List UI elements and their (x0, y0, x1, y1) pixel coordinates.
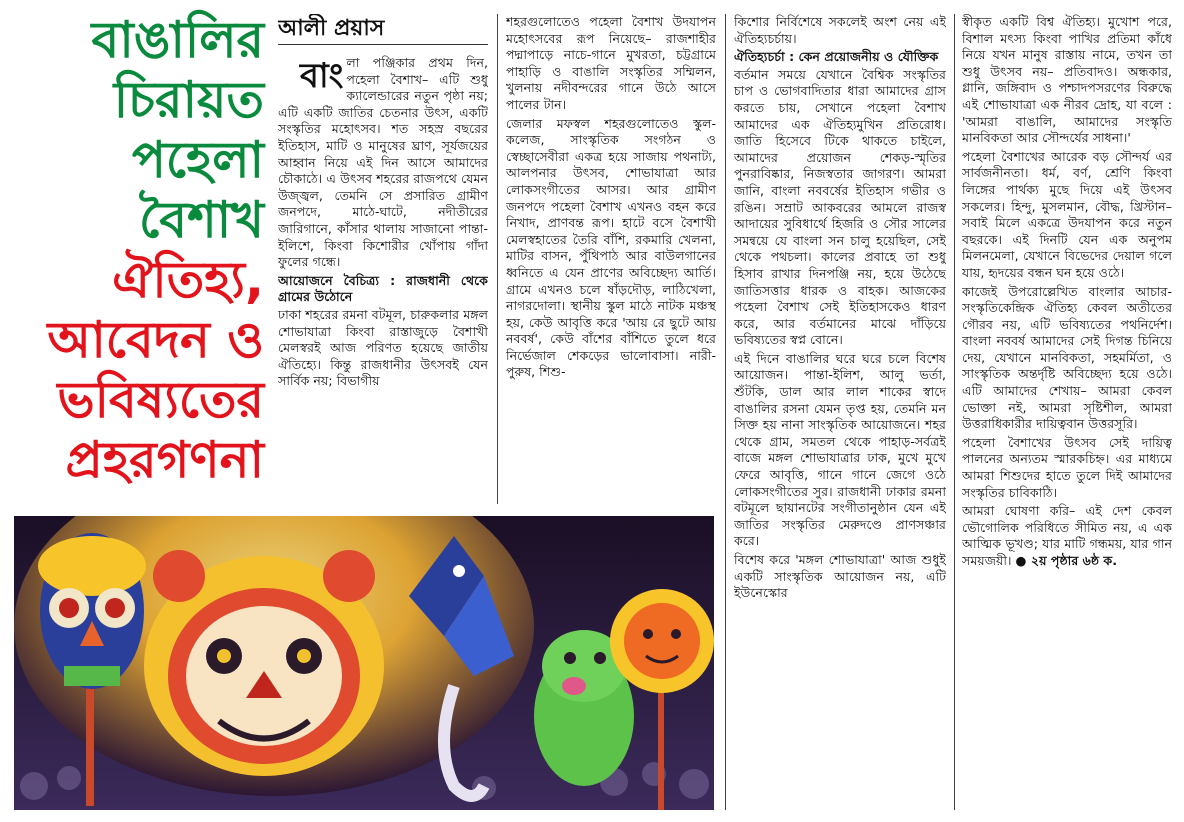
subheading: আয়োজনে বৈচিত্র্য : রাজধানী থেকে গ্রামের উঠোনে (278, 272, 488, 305)
column-divider (954, 14, 955, 810)
paragraph: স্বীকৃত একটি বিশ্ব ঐতিহ্য। মুখোশ পরে, বিশাল মৎস্য কিংবা পাখির প্রতিমা কাঁধে নিয়ে যখন মানুষ রাস্তায় নামে, তখন তা শুধু উৎসব নয়– প্রতিবাদও। অন্ধকার, গ্লানি, জঙ্গিবাদ ও পশ্চাদপসরণের বিরুদ্ধে এই শোভাযাত্রা এক নীরব দ্রোহ, যা বলে : 'আমরা বাঙালি, আমাদের সংস্কৃতি মানবিকতা আর সৌন্দর্যের সাধনা।' (962, 14, 1172, 146)
continued-reference: ● ২য় পৃষ্ঠার ৬ষ্ঠ ক. (1015, 553, 1118, 568)
drop-cap: বাং (300, 56, 344, 96)
paragraph: পহেলা বৈশাখের উৎসব সেই দায়িত্ব পালনের অন্যতম স্মারকচিহ্ন। এর মাধ্যমে আমরা শিশুদের হাতে তুলে দিই আমাদের সংস্কৃতির চাবিকাঠি। (962, 434, 1172, 500)
paragraph: কিশোর নির্বিশেষে সকলেই অংশ নেয় এই ঐতিহ্যচর্চায়। (734, 14, 946, 46)
paragraph: পহেলা বৈশাখের আরেক বড় সৌন্দর্য এর সার্বজনীনতা। ধর্ম, বর্ণ, শ্রেণি কিংবা লিঙ্গের পার্থক্য মুছে দিয়ে এই উৎসব সকলের। হিন্দু, মুসলমান, বৌদ্ধ, খ্রিস্টান– সবাই মিলে একত্রে উদযাপন করে নতুন বছরকে। এই দিনটি যেন এক অনুপম মিলনমেলা, যেখানে বিভেদের দেয়াল গলে যায়, হৃদয়ের বন্ধন ঘন হয়ে ওঠে। (962, 148, 1172, 280)
column-divider (497, 14, 498, 504)
article-column-1 (278, 14, 488, 504)
headline-line: ঐতিহ্য, (112, 251, 264, 309)
paragraph: বিশেষ করে 'মঙ্গল শোভাযাত্রা' আজ শুধুই একটি সাংস্কৃতিক আয়োজন নয়, এটি ইউনেস্কোর (734, 552, 946, 601)
paragraph: এই দিনে বাঙালির ঘরে ঘরে চলে বিশেষ আয়োজন। পান্তা-ইলিশ, আলু ভর্তা, শুঁটকি, ডাল আর লাল শাকের স্বাদে বাঙালির রসনা যেমন তৃপ্ত হয়, তেমনি মন সিক্ত হয় নানা সাংস্কৃতিক আয়োজনে। শহর থেকে গ্রাম, সমতল থেকে পাহাড়-সর্বত্রই বাজে মঙ্গল শোভাযাত্রার ঢাক, মুখে মুখে ফেরে আবৃত্তি, গানে গানে জেগে ওঠে লোকসংগীতের সুর। রাজধানী ঢাকার রমনা বটমূলে ছায়ানটের সংগীতানুষ্ঠান যেন এই জাতির সংস্কৃতির মেরুদণ্ডে প্রাণসঞ্চার করে। (734, 350, 946, 549)
headline-line: বৈশাখ (139, 191, 264, 249)
headline-line: চিরায়ত (113, 71, 264, 129)
headline-line: প্রহরগণনা (65, 431, 264, 489)
paragraph: লা পঞ্জিকার প্রথম দিন, পহেলা বৈশাখ– এটি শুধু ক্যালেন্ডারের নতুন পৃষ্ঠা নয়; এটি একটি জাতির চেতনার উৎস, একটি সংস্কৃতির মহোৎসব। শত সহস্র বছরের ইতিহাস, মাটি ও মানুষের ঘ্রাণ, সূর্যজয়ের আহ্বান নিয়ে এই দিন আসে আমাদের চৌকাঠে। এ উৎসব শহরের রাজপথে যেমন উজ্জ্বল, তেমনি সে প্রসারিত গ্রামীণ জনপদে, মাঠে-ঘাটে, নদীতীরের জারিগানে, কাঁসার থালায় সাজানো পান্তা-ইলিশে, কিংবা কিশোরীর খোঁপায় গাঁদা ফুলের গন্ধে। (278, 55, 488, 270)
headline-line: ভবিষ্যতের (57, 371, 264, 429)
festival-illustration (14, 516, 714, 810)
paragraph: জেলার মফস্বল শহরগুলোতেও স্কুল-কলেজ, সাংস্কৃতিক সংগঠন ও স্বেচ্ছাসেবীরা একত্র হয়ে সাজায় পথনাট্য, আলপনার উৎসব, শোভাযাত্রা আর লোকসংগীতের আসর। আর গ্রামীণ জনপদে পহেলা বৈশাখ এখনও বহন করে নিখাদ, প্রাণবন্ত রূপ। হাটে বসে বৈশাখী মেলস্বহাতের তৈরি বাঁশি, রকমারি খেলনা, মাটির বাসন, পুঁথিপাঠ আর বাউলগানের ধ্বনিতে এ যেন প্রাণের অবিচ্ছেদ্য আর্তি। গ্রামে এখনও চলে ষাঁড়দৌড়, লাঠিখেলা, নাগরদোলা। স্থানীয় স্কুল মাঠে নাটক মঞ্চস্থ হয়, কেউ আবৃত্তি করে 'আয় রে ছুটে আয় নববর্ষ', কেউ বাঁশের বাঁশিতে তুলে ধরে নির্ভেজাল শেকড়ের ভালোবাসা। নারী-পুরুষ, শিশু- (506, 115, 716, 380)
closing-text: আমরা ঘোষণা করি– এই দেশ কেবল ভৌগোলিক পরিধিতে সীমিত নয়, এ এক আত্মিক ভূখণ্ড; যার মাটি গন্ধময়, যার গান সময়জয়ী। (962, 503, 1172, 568)
headline-line: পহেলা (131, 131, 264, 189)
article-column-4 (962, 14, 1172, 810)
author-byline: আলী প্রয়াস (278, 14, 488, 45)
column-divider (725, 14, 726, 810)
headline-line: আবেদন ও (47, 311, 264, 369)
mangal-shobhajatra-illustration (14, 516, 714, 810)
article-column-3 (734, 14, 946, 810)
paragraph: ঢাকা শহরের রমনা বটমূল, চারুকলার মঙ্গল শোভাযাত্রা কিংবা রাস্তাজুড়ে বৈশাখী মেলস্বরই আজ পরিণত হয়েছে জাতীয় ঐতিহ্যে। কিন্তু রাজধানীর উৎসবই যেন সার্বিক নয়; বিভাগীয় (278, 306, 488, 389)
paragraph: শহরগুলোতেও পহেলা বৈশাখ উদযাপন মহোৎসবের রূপ নিয়েছে– রাজশাহীর পদ্মাপাড়ে নাচে-গানে মুখরতা, চট্টগ্রামে পাহাড়ি ও বাঙালি সংস্কৃতির সম্মিলন, খুলনায় নদীবন্দরের গানে উঠে আসে পালের টান। (506, 14, 716, 112)
headline (14, 10, 264, 490)
subheading: ঐতিহ্যচর্চা : কেন প্রয়োজনীয় ও যৌক্তিক (734, 49, 939, 65)
paragraph (962, 503, 1172, 569)
paragraph: কাজেই উপরোল্লেখিত বাংলার আচার-সংস্কৃতিকেন্দ্রিক ঐতিহ্য কেবল অতীতের গৌরব নয়, এটি ভবিষ্যতের পথনির্দেশ। বাংলা নববর্ষ আমাদের সেই দিগন্ত চিনিয়ে দেয়, যেখানে মানবিকতা, সহমর্মিতা, ও সাংস্কৃতিক অন্তর্দৃষ্টি অবিচ্ছেদ্য হয়ে ওঠে। এটি আমাদের শেখায়– আমরা কেবল ভোক্তা নই, আমরা সৃষ্টিশীল, আমরা উত্তরাধিকারীর দায়িত্ববান উত্তরসূরি। (962, 283, 1172, 432)
headline-line: বাঙালির (91, 11, 264, 69)
tiger-mask (144, 550, 384, 776)
article-column-2 (506, 14, 716, 504)
paragraph: বর্তমান সময়ে যেখানে বৈশ্বিক সংস্কৃতির চাপ ও ভোগবাদিতার ধারা আমাদের গ্রাস করতে চায়, সেখানে পহেলা বৈশাখ আমাদের এক ঐতিহ্যমুখিন প্রতিরোধ। জাতি হিসেবে টিকে থাকতে চাইলে, আমাদের প্রয়োজন শেকড়-স্মৃতির পুনরাবিষ্কার, নিজস্বতার জাগরণ। আমরা জানি, বাংলা নববর্ষের ইতিহাস গভীর ও রঙিন। সম্রাট আকবরের আমলে রাজস্ব আদায়ের সুবিধার্থে হিজরি ও সৌর সালের সমন্বয়ে যে বাংলা সন চালু হয়েছিল, সেই থেকে পথচলা। কালের প্রবাহে তা শুধু হিসাব রাখার দিনপঞ্জি নয়, হয়ে উঠেছে জাতিসত্তার ধারক ও বাহক। আজকের পহেলা বৈশাখ সেই ইতিহাসকেও ধারণ করে, আর বর্তমানের মাঝে দাঁড়িয়ে ভবিষ্যতের স্বপ্ন বোনে। (734, 66, 946, 348)
